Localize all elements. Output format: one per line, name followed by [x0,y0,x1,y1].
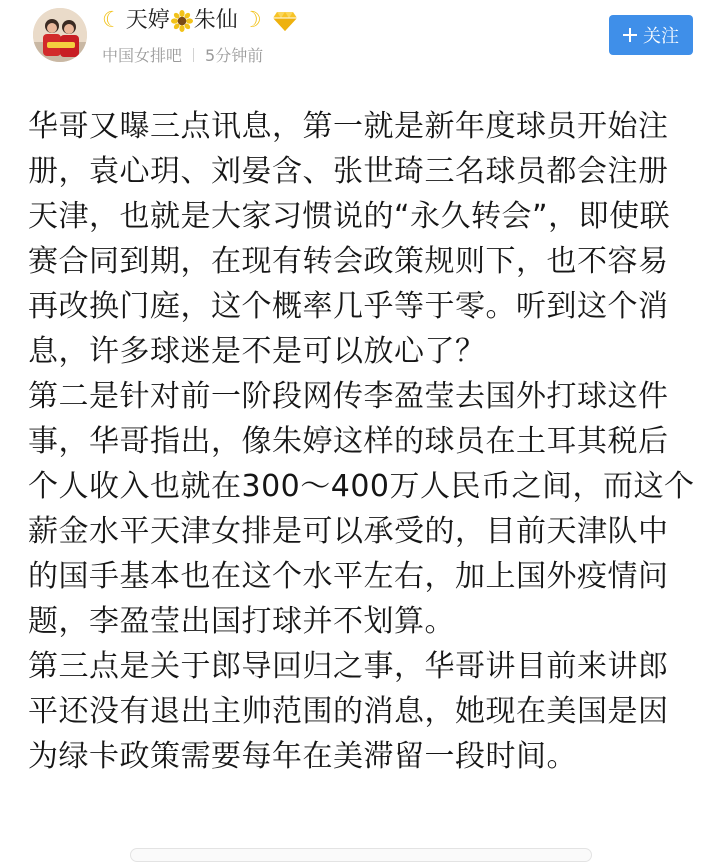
forum-name[interactable]: 中国女排吧 [102,46,183,65]
author-name-part2: 朱仙 [193,8,238,33]
author-name-part1: 天婷 [125,8,170,33]
crescent-moon-icon: ☾ [241,8,262,33]
follow-button[interactable] [609,15,693,55]
user-avatar[interactable] [33,8,87,62]
post-time: 5分钟前 [205,46,264,65]
bottom-card-edge [130,848,592,862]
avatar-photo [33,8,87,62]
post-content [28,104,698,779]
sunflower-icon [171,10,193,32]
post-meta [102,43,263,66]
post-paragraph: 第二是针对前一阶段网传李盈莹去国外打球这件事，华哥指出，像朱婷这样的球员在土耳其税后个人收入也就在300～400万人民币之间，而这个薪金水平天津女排是可以承受的，目前天津队中的国手基本也在这个水平左右，加上国外疫情问题，李盈莹出国打球并不划算。 [28,379,695,639]
author-name[interactable] [102,6,298,36]
post-paragraph: 第三点是关于郎导回归之事，华哥讲目前来讲郎平还没有退出主帅范围的消息，她现在美国是因为绿卡政策需要每年在美滞留一段时间。 [28,649,669,774]
follow-button-label: 关注 [643,26,679,47]
meta-divider [193,48,194,62]
plus-icon [623,28,637,42]
post-header [0,0,720,90]
diamond-icon[interactable] [272,10,298,32]
post-paragraph: 华哥又曝三点讯息，第一就是新年度球员开始注册，袁心玥、刘晏含、张世琦三名球员都会注册天津，也就是大家习惯说的“永久转会”，即使联赛合同到期，在现有转会政策规则下，也不容易再改换门庭，这个概率几乎等于零。听到这个消息，许多球迷是不是可以放心了？ [28,109,671,369]
crescent-moon-icon: ☾ [102,8,122,33]
